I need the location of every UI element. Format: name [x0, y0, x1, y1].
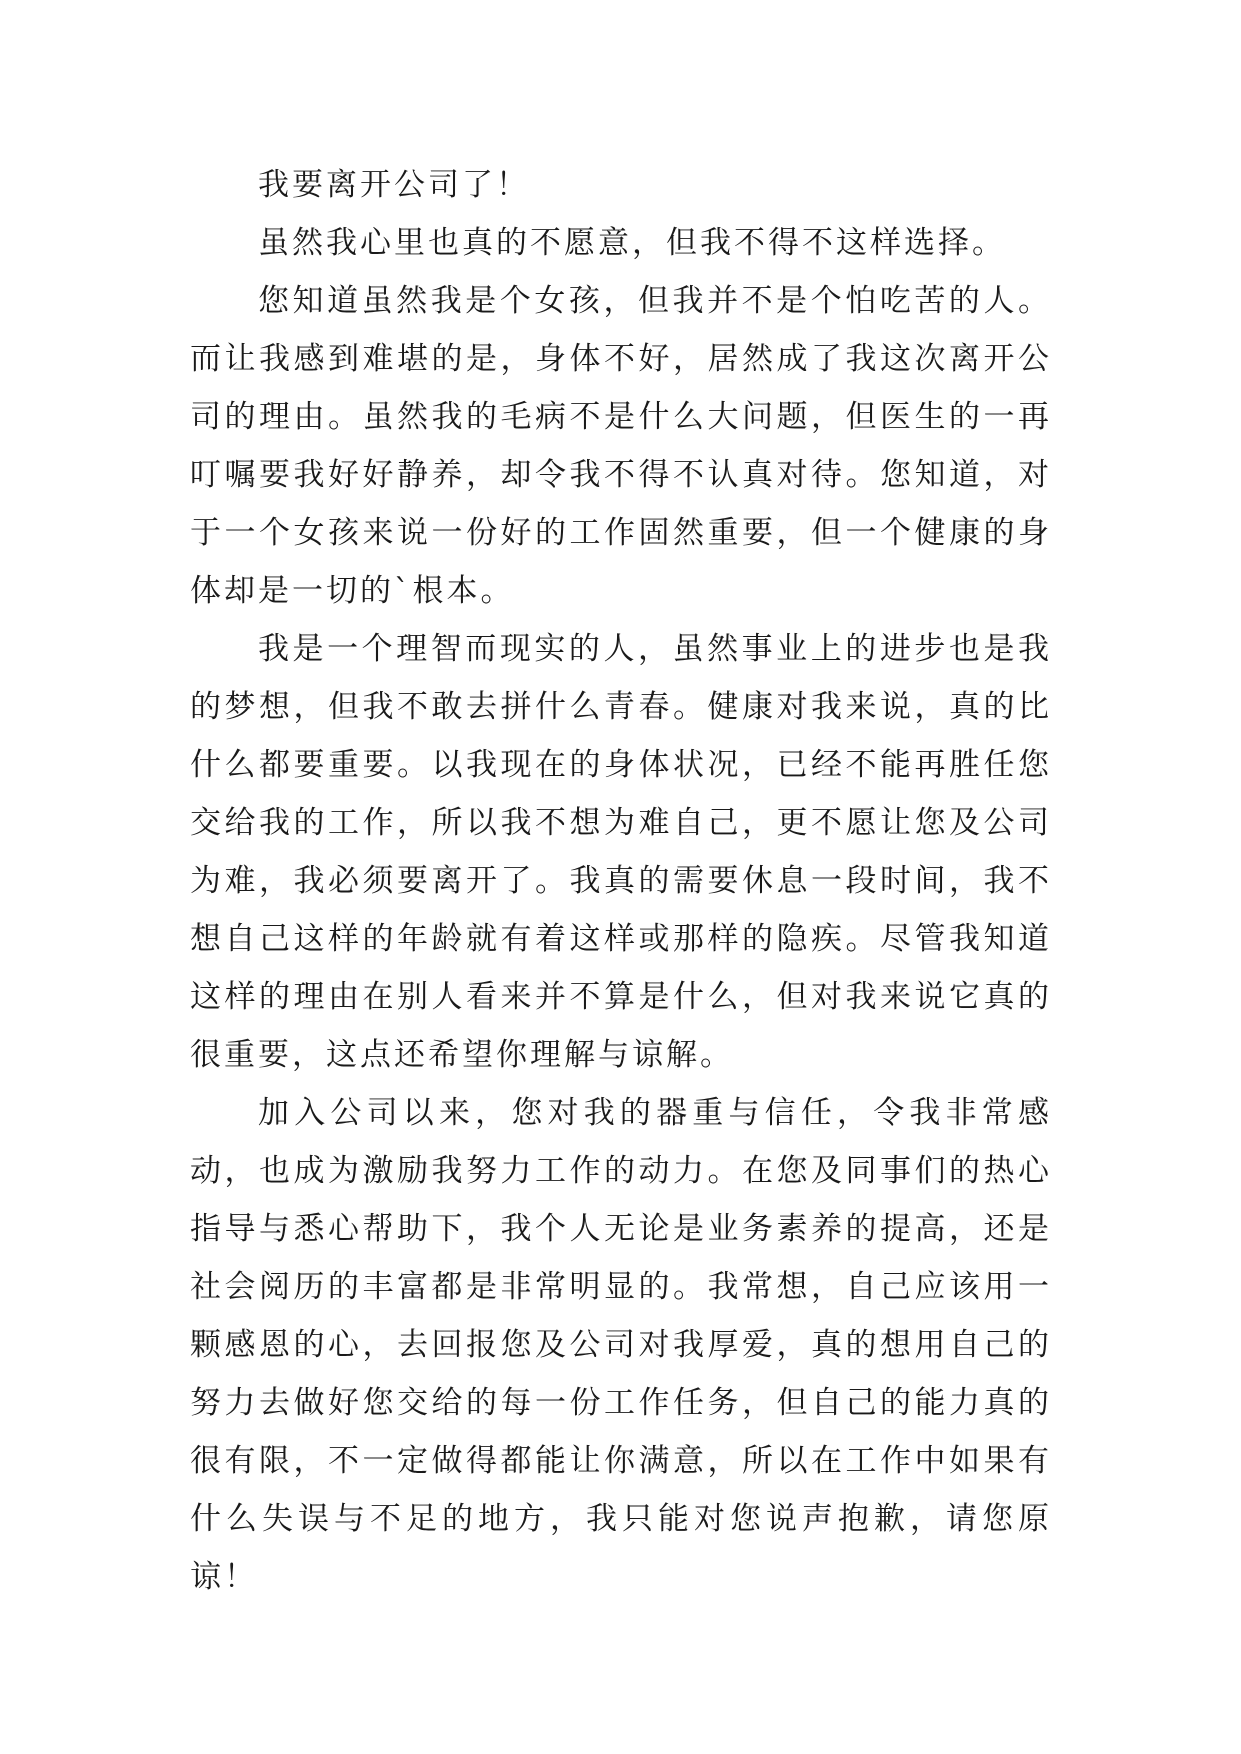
paragraph-health-reason: 您知道虽然我是个女孩，但我并不是个怕吃苦的人。而让我感到难堪的是，身体不好，居然成了我这次离开公司的理由。虽然我的毛病不是什么大问题，但医生的一再叮嘱要我好好静养，却令我不得不认真对待。您知道，对于一个女孩来说一份好的工作固然重要，但一个健康的身体却是一切的`根本。	[190, 283, 1052, 609]
paragraph-opening: 我要离开公司了！	[258, 167, 530, 203]
paragraph-reluctance: 虽然我心里也真的不愿意，但我不得不这样选择。	[258, 225, 1006, 261]
paragraph-priorities: 我是一个理智而现实的人，虽然事业上的进步也是我的梦想，但我不敢去拼什么青春。健康对我来说，真的比什么都要重要。以我现在的身体状况，已经不能再胜任您交给我的工作，所以我不想为难自己，更不愿让您及公司为难，我必须要离开了。我真的需要休息一段时间，我不想自己这样的年龄就有着这样或那样的隐疾。尽管我知道这样的理由在别人看来并不算是什么，但对我来说它真的很重要，这点还希望你理解与谅解。	[190, 631, 1052, 1073]
letter-body	[190, 156, 1052, 1606]
paragraph-gratitude: 加入公司以来，您对我的器重与信任，令我非常感动，也成为激励我努力工作的动力。在您及同事们的热心指导与悉心帮助下，我个人无论是业务素养的提高，还是社会阅历的丰富都是非常明显的。我常想，自己应该用一颗感恩的心，去回报您及公司对我厚爱，真的想用自己的努力去做好您交给的每一份工作任务，但自己的能力真的很有限，不一定做得都能让你满意，所以在工作中如果有什么失误与不足的地方，我只能对您说声抱歉，请您原谅！	[190, 1095, 1052, 1595]
